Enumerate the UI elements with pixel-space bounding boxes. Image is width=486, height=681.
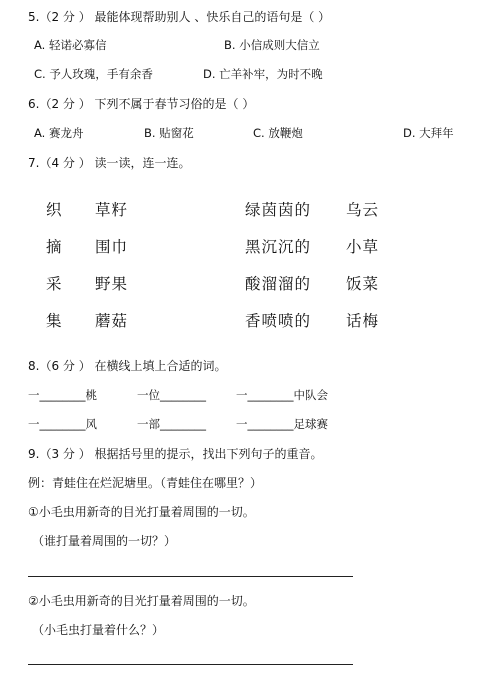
q9-answer-line-2[interactable]	[28, 664, 353, 665]
q8-blank-6: 一________足球赛	[236, 417, 328, 431]
q7-left-noun: 草籽	[95, 201, 129, 219]
q8-blank-5: 一部________	[137, 417, 206, 431]
q6-option-c: C. 放鞭炮	[253, 126, 303, 140]
q5-option-b: B. 小信成则大信立	[224, 38, 320, 52]
q7-right-adjective: 香喷喷的	[245, 312, 312, 330]
q9-title: 9.（3 分 ） 根据括号里的提示，找出下列句子的重音。	[28, 447, 323, 461]
q5-option-a: A. 轻诺必寡信	[34, 38, 107, 52]
q6-option-a: A. 赛龙舟	[34, 126, 84, 140]
q6-title: 6.（2 分 ） 下列不属于春节习俗的是（ ）	[28, 97, 255, 111]
q9-hint-2: （小毛虫打量着什么？）	[32, 623, 165, 637]
q7-right-noun: 话梅	[346, 312, 380, 330]
q7-left-verb: 集	[46, 312, 63, 330]
q7-left-noun: 野果	[95, 275, 129, 293]
q9-example: 例：青蛙住在烂泥塘里。（青蛙住在哪里？）	[28, 476, 263, 490]
q7-right-noun: 乌云	[346, 201, 380, 219]
q8-blank-2: 一位________	[137, 388, 206, 402]
q8-blank-1: 一________桃	[28, 388, 97, 402]
q6-option-b: B. 贴窗花	[144, 126, 194, 140]
q7-left-verb: 采	[46, 275, 63, 293]
q5-option-c: C. 予人玫瑰，手有余香	[34, 67, 153, 81]
q7-right-adjective: 黑沉沉的	[245, 238, 312, 256]
q7-left-noun: 围巾	[95, 238, 129, 256]
q5-option-d: D. 亡羊补牢，为时不晚	[203, 67, 323, 81]
q9-answer-line-1[interactable]	[28, 576, 353, 577]
q8-blank-4: 一________风	[28, 417, 97, 431]
q7-left-verb: 摘	[46, 238, 63, 256]
q7-right-adjective: 绿茵茵的	[245, 201, 312, 219]
q6-option-d: D. 大拜年	[403, 126, 454, 140]
q7-left-verb: 织	[46, 201, 63, 219]
q7-left-noun: 蘑菇	[95, 312, 129, 330]
q7-right-noun: 小草	[346, 238, 380, 256]
q7-title: 7.（4 分 ） 读一读，连一连。	[28, 156, 191, 170]
q9-hint-1: （谁打量着周围的一切？）	[32, 534, 177, 548]
q9-item-2: ②小毛虫用新奇的目光打量着周围的一切。	[28, 594, 255, 608]
q8-title: 8.（6 分 ） 在横线上填上合适的词。	[28, 359, 227, 373]
q5-title: 5.（2 分 ） 最能体现帮助别人 、快乐自己的语句是（ ）	[28, 10, 331, 24]
q9-item-1: ①小毛虫用新奇的目光打量着周围的一切。	[28, 505, 255, 519]
q7-right-noun: 饭菜	[346, 275, 380, 293]
q7-right-adjective: 酸溜溜的	[245, 275, 312, 293]
q8-blank-3: 一________中队会	[236, 388, 328, 402]
